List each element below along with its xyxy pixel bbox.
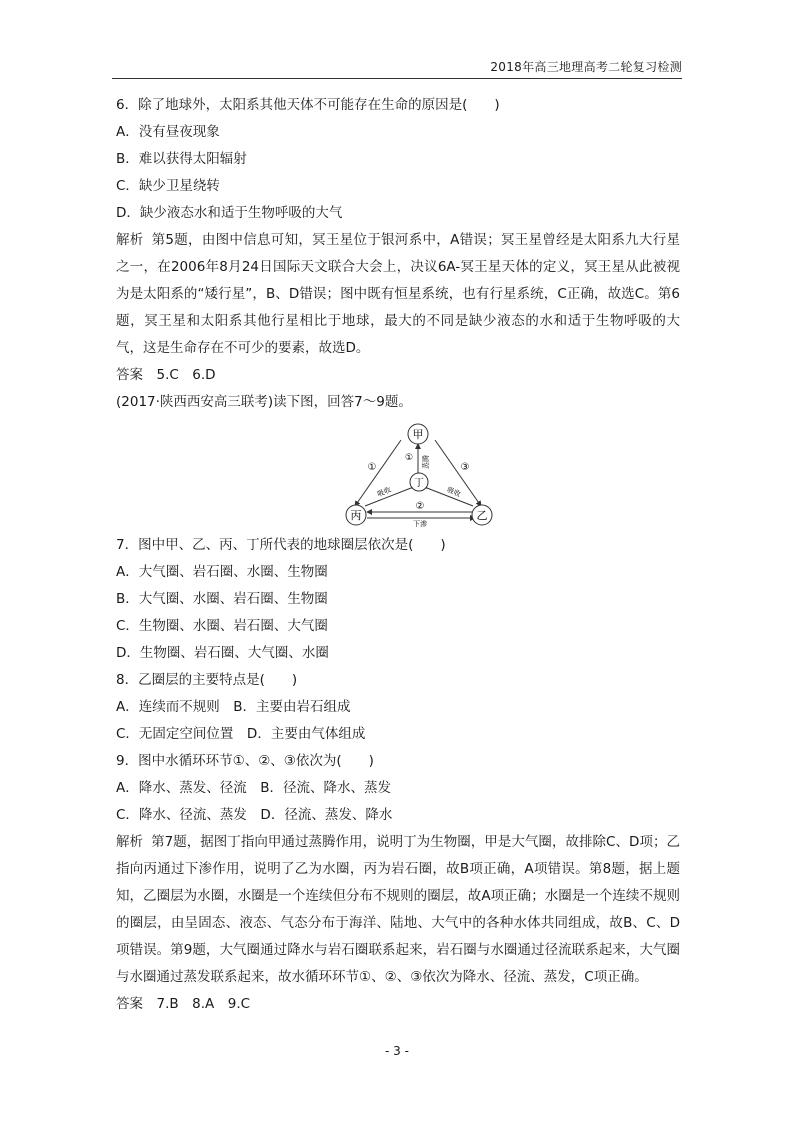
q9-options-row-1: A．降水、蒸发、径流 B．径流、降水、蒸发 [116,780,391,796]
page-number: - 3 - [385,1044,409,1058]
header-title: 2018年高三地理高考二轮复习检测 [490,60,682,74]
q8-options-row-1: A．连续而不规则 B．主要由岩石组成 [116,699,351,715]
cycle-label-2-bottom: ② [415,501,425,512]
analysis-block-1 [116,227,680,362]
node-left-label: 丙 [350,509,362,522]
analysis-text: 第5题，由图中信息可知，冥王星位于银河系中，A错误；冥王星曾经是太阳系九大行星之一，在2006年8月24日国际天文联合大会上，决议6A-冥王星天体的定义，冥王星从此被视为是太阳系的“矮行星”，B、D错误；图中既有恒星系统，也有行星系统，C正确，故选C。第6题，冥王星和太阳系其他行星相比于地球，最大的不同是缺少液态的水和适于生物呼吸的大气，这是生命存在不可少的要素，故选D。 [116,232,681,356]
q7-option-b: B．大气圈、水圈、岩石圈、生物圈 [116,591,328,607]
analysis-text-2: 第7题，据图丁指向甲通过蒸腾作用，说明丁为生物圈，甲是大气圈，故排除C、D项；乙指向丙通过下渗作用，说明了乙为水圈，丙为岩石圈，故B项正确，A项错误。第8题，据上题知，乙圈层为水圈，水圈是一个连续但分布不规则的圈层，故A项正确；水圈是一个连续不规则的圈层，由呈固态、液态、气态分布于海洋、陆地、大气中的各种水体共同组成，故B、C、D项错误。第9题，大气圈通过降水与岩石圈联系起来，岩石圈与水圈通过径流联系起来，大气圈与水圈通过蒸发联系起来，故水循环环节①、②、③依次为降水、径流、蒸发，C项正确。 [116,834,680,985]
cycle-label-3-right: ③ [460,462,470,473]
node-center-label: 丁 [414,478,424,489]
absorb-left-label: 吸收 [376,485,393,499]
answer-line-2: 答案 7.B 8.A 9.C [116,996,251,1012]
page-header [112,58,682,79]
q6-option-b: B．难以获得太阳辐射 [116,151,247,167]
analysis-block-2 [116,829,680,991]
q9-options-row-2: C．降水、径流、蒸发 D．径流、蒸发、降水 [116,807,393,823]
q6-option-c: C．缺少卫星绕转 [116,178,220,194]
q7-option-d: D．生物圈、岩石圈、大气圈、水圈 [116,645,329,661]
seepage-label: 下渗 [413,520,427,528]
analysis-label-2: 解析 [116,834,144,850]
page-content [116,92,680,1018]
q8-options-row-2: C．无固定空间位置 D．主要由气体组成 [116,726,366,742]
sphere-cycle-diagram [339,422,499,528]
cycle-label-1-inner: ① [404,453,414,463]
q7-option-a: A．大气圈、岩石圈、水圈、生物圈 [116,564,328,580]
node-top-label: 甲 [412,428,424,441]
q6-option-a: A．没有昼夜现象 [116,124,220,140]
evaporation-label: 蒸腾 [422,455,430,469]
absorb-right-label: 吸收 [445,485,462,499]
analysis-label: 解析 [116,232,144,248]
question-intro: (2017·陕西西安高三联考)读下图，回答7～9题。 [116,394,412,410]
q6-option-d: D．缺少液态水和适于生物呼吸的大气 [116,205,343,221]
q9-stem: 9．图中水循环环节①、②、③依次为( ) [116,753,374,769]
q6-stem: 6．除了地球外，太阳系其他天体不可能存在生命的原因是( ) [116,97,500,113]
q7-stem: 7．图中甲、乙、丙、丁所代表的地球圈层依次是( ) [116,537,446,553]
node-right-label: 乙 [476,509,488,522]
q7-option-c: C．生物圈、水圈、岩石圈、大气圈 [116,618,328,634]
answer-line-1: 答案 5.C 6.D [116,367,216,383]
diagram-svg [339,422,499,528]
cycle-label-1-left: ① [367,462,377,473]
q8-stem: 8．乙圈层的主要特点是( ) [116,672,298,688]
